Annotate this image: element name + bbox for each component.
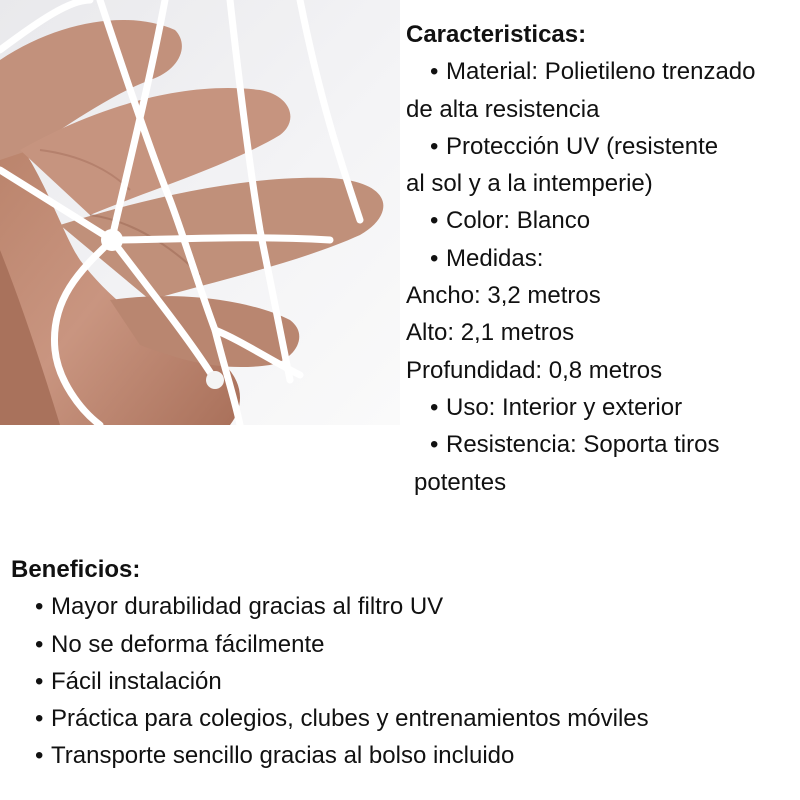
feature-material: • Material: Polietileno trenzado (406, 53, 800, 90)
feature-uv: • Protección UV (resistente (406, 128, 800, 165)
measure-width: Ancho: 3,2 metros (406, 282, 601, 310)
measure-depth: Profundidad: 0,8 metros (406, 356, 663, 384)
product-photo (0, 0, 400, 425)
feature-measures: • Medidas: (406, 240, 800, 277)
feature-resistance: • Resistencia: Soporta tiros (406, 426, 800, 463)
measure-height: Alto: 2,1 metros (406, 319, 575, 347)
benefit-item: • Transporte sencillo gracias al bolso incluido (11, 737, 791, 774)
feature-resistance-cont: potentes (414, 468, 507, 496)
benefit-item: • Fácil instalación (11, 663, 791, 700)
feature-material-cont: de alta resistencia (406, 95, 600, 123)
feature-use: • Uso: Interior y exterior (406, 389, 800, 426)
benefits-title: Beneficios: (11, 556, 141, 583)
hand-holding-net-image (0, 0, 400, 425)
benefits-section (11, 551, 791, 775)
benefit-item: • Práctica para colegios, clubes y entrenamientos móviles (11, 700, 791, 737)
feature-color: • Color: Blanco (406, 202, 800, 239)
features-title: Caracteristicas: (406, 21, 587, 48)
feature-uv-cont: al sol y a la intemperie) (406, 170, 653, 198)
benefit-item: • Mayor durabilidad gracias al filtro UV (11, 588, 791, 625)
features-section (406, 16, 800, 501)
benefit-item: • No se deforma fácilmente (11, 626, 791, 663)
